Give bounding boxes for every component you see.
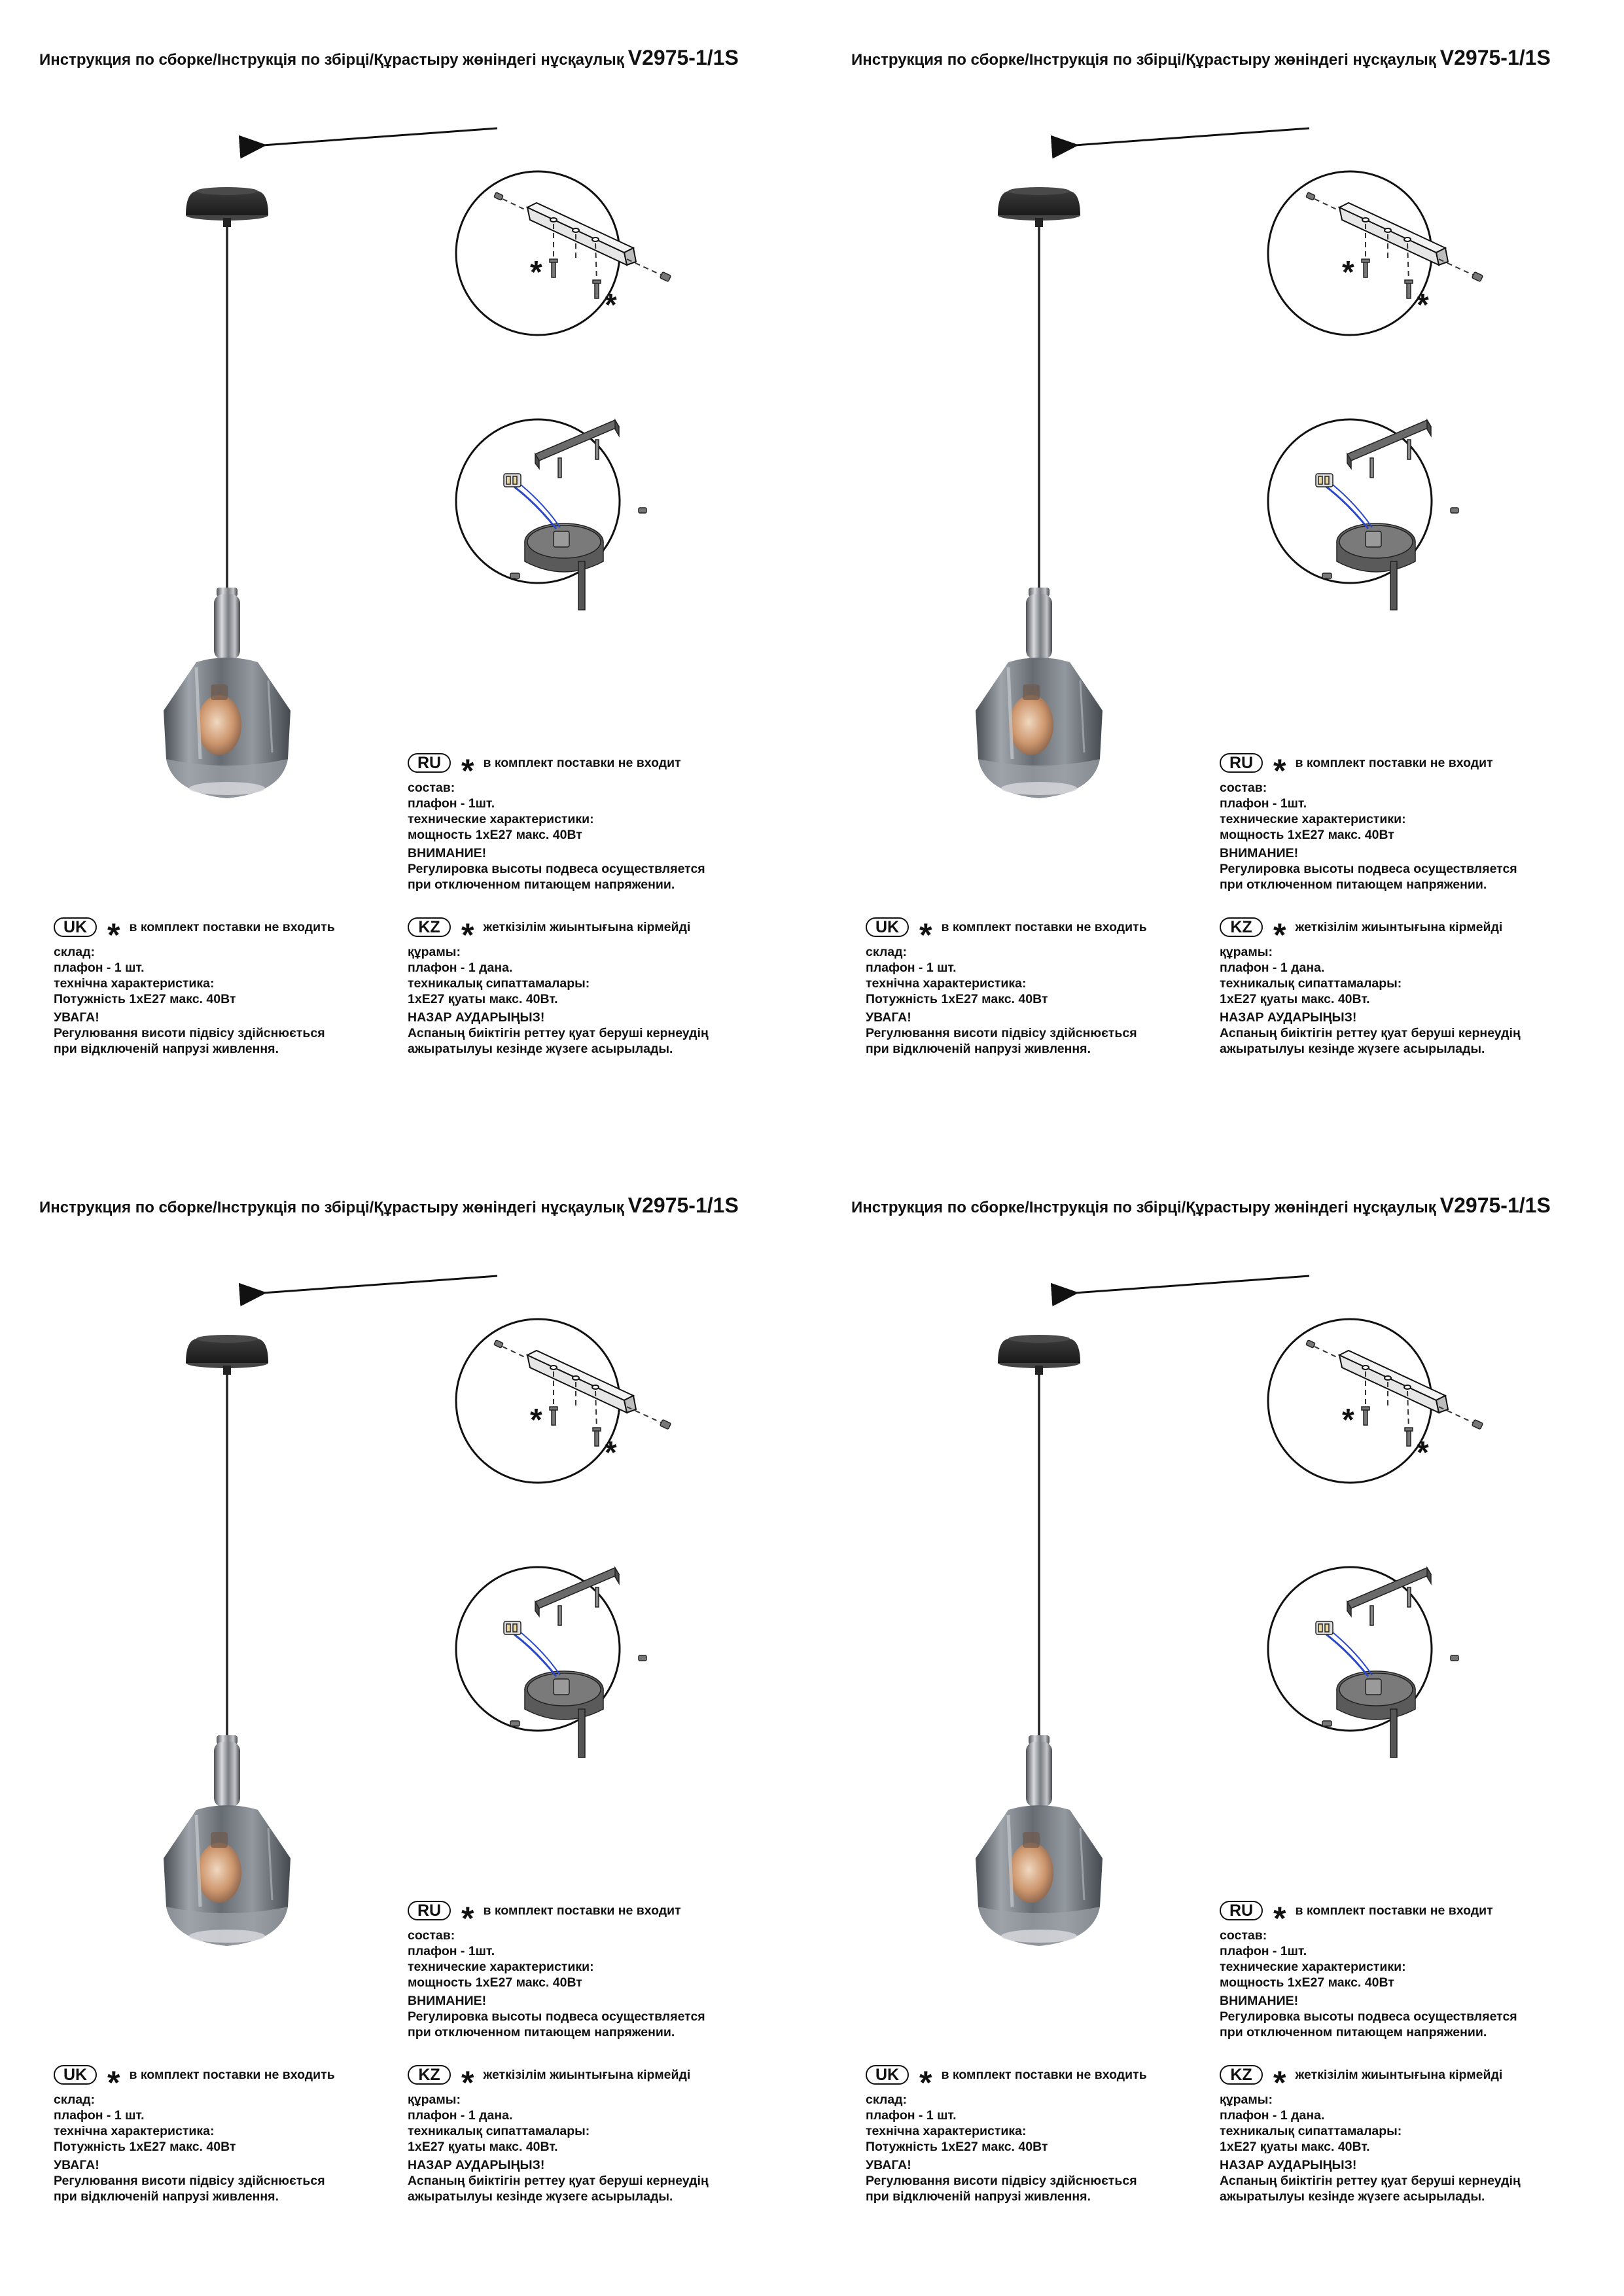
uk-line: Регулювання висоти підвісу здійснюється <box>866 1026 1137 1040</box>
document-title: Инструкция по сборке/Інструкція по збірці/Құрастыру жөніндегі нұсқаулық V2975-1/1S <box>851 1193 1551 1217</box>
kz-line: плафон - 1 дана. <box>408 2108 513 2123</box>
uk-line: Регулювання висоти підвісу здійснюється <box>866 2174 1137 2188</box>
ru-not-included-note: в комплект поставки не входит <box>1295 1903 1493 1918</box>
ru-line: Регулировка высоты подвеса осуществляется <box>1220 862 1517 876</box>
kz-line: ажыратылуы кезінде жүзеге асырылады. <box>1220 2189 1485 2204</box>
ru-language-badge: RU <box>408 1901 451 1920</box>
uk-line: Регулювання висоти підвісу здійснюється <box>54 1026 325 1040</box>
kz-warning-heading: НАЗАР АУДАРЫҢЫЗ! <box>1220 2158 1357 2172</box>
ru-info-block <box>1220 750 1517 892</box>
ru-line: мощность 1хЕ27 макс. 40Вт <box>1220 1975 1394 1990</box>
kz-not-included-note: жеткізілім жиынтығына кірмейді <box>1295 2068 1503 2082</box>
ru-not-included-note: в комплект поставки не входит <box>483 756 681 770</box>
kz-line: Аспаның биіктігін реттеу қуат беруші кернеудің <box>408 2174 709 2188</box>
kz-line: ажыратылуы кезінде жүзеге асырылады. <box>1220 1042 1485 1056</box>
uk-warning-heading: УВАГА! <box>866 1010 911 1025</box>
model-number: V2975-1/1S <box>627 46 739 69</box>
asterisk-icon: * <box>461 1900 474 1937</box>
ru-language-badge: RU <box>1220 753 1263 773</box>
uk-line: технічна характеристика: <box>866 2124 1027 2138</box>
ru-line: технические характеристики: <box>408 812 594 826</box>
ru-line: мощность 1хЕ27 макс. 40Вт <box>408 828 582 842</box>
model-number: V2975-1/1S <box>1439 1193 1551 1217</box>
uk-not-included-note: в комплект поставки не входить <box>129 2068 335 2082</box>
ru-not-included-note: в комплект поставки не входит <box>1295 756 1493 770</box>
kz-line: 1хЕ27 қуаты макс. 40Вт. <box>408 2140 558 2154</box>
kz-line: 1хЕ27 қуаты макс. 40Вт. <box>1220 2140 1370 2154</box>
uk-line: Потужність 1хЕ27 макс. 40Вт <box>54 992 236 1006</box>
kz-warning-heading: НАЗАР АУДАРЫҢЫЗ! <box>408 1010 545 1025</box>
kz-line: құрамы: <box>408 945 461 959</box>
ru-line: технические характеристики: <box>1220 812 1406 826</box>
kz-line: 1хЕ27 қуаты макс. 40Вт. <box>408 992 558 1006</box>
kz-line: құрамы: <box>408 2093 461 2107</box>
ru-line: при отключенном питающем напряжении. <box>408 877 675 892</box>
kz-line: техникалық сипаттамалары: <box>408 2124 590 2138</box>
uk-line: технічна характеристика: <box>54 976 215 991</box>
ru-line: мощность 1хЕ27 макс. 40Вт <box>408 1975 582 1990</box>
kz-line: Аспаның биіктігін реттеу қуат беруші кернеудің <box>408 1026 709 1040</box>
uk-line: Потужність 1хЕ27 макс. 40Вт <box>866 992 1048 1006</box>
instruction-panel-top-left <box>0 0 812 1148</box>
ru-info-block <box>408 750 705 892</box>
kz-line: 1хЕ27 қуаты макс. 40Вт. <box>1220 992 1370 1006</box>
uk-warning-heading: УВАГА! <box>54 1010 99 1025</box>
uk-language-badge: UK <box>866 2065 909 2085</box>
ru-line: состав: <box>1220 781 1267 795</box>
kz-line: техникалық сипаттамалары: <box>408 976 590 991</box>
ru-warning-heading: ВНИМАНИЕ! <box>408 846 487 860</box>
ru-info-block <box>408 1898 705 2040</box>
uk-line: при відключеній напрузі живлення. <box>54 2189 279 2204</box>
asterisk-icon: * <box>919 2064 932 2101</box>
uk-line: при відключеній напрузі живлення. <box>866 2189 1091 2204</box>
document-title: Инструкция по сборке/Інструкція по збірці/Құрастыру жөніндегі нұсқаулық V2975-1/1S <box>851 46 1551 69</box>
kz-line: плафон - 1 дана. <box>408 961 513 975</box>
ru-line: при отключенном питающем напряжении. <box>1220 2025 1487 2040</box>
ru-line: плафон - 1шт. <box>408 796 495 811</box>
kz-line: ажыратылуы кезінде жүзеге асырылады. <box>408 1042 673 1056</box>
ru-info-block <box>1220 1898 1517 2040</box>
uk-info-block <box>866 914 1147 1057</box>
instruction-panel-top-right <box>812 0 1624 1148</box>
ru-line: Регулировка высоты подвеса осуществляется <box>408 2009 705 2024</box>
kz-line: техникалық сипаттамалары: <box>1220 976 1402 991</box>
ru-language-badge: RU <box>1220 1901 1263 1920</box>
uk-line: плафон - 1 шт. <box>54 961 145 975</box>
uk-line: склад: <box>866 945 907 959</box>
uk-not-included-note: в комплект поставки не входить <box>129 920 335 934</box>
document-title: Инструкция по сборке/Інструкція по збірці/Құрастыру жөніндегі нұсқаулық V2975-1/1S <box>39 46 739 69</box>
uk-line: склад: <box>866 2093 907 2107</box>
uk-line: склад: <box>54 945 95 959</box>
instruction-panel-bottom-left <box>0 1148 812 2295</box>
asterisk-icon: * <box>461 917 474 953</box>
ru-line: плафон - 1шт. <box>408 1944 495 1958</box>
ru-warning-heading: ВНИМАНИЕ! <box>408 1994 487 2008</box>
kz-info-block <box>1220 914 1521 1057</box>
ru-line: состав: <box>408 1928 455 1943</box>
uk-info-block <box>54 914 335 1057</box>
asterisk-icon: * <box>107 917 120 953</box>
uk-language-badge: UK <box>866 917 909 937</box>
kz-not-included-note: жеткізілім жиынтығына кірмейді <box>483 920 691 934</box>
ru-line: состав: <box>408 781 455 795</box>
ru-not-included-note: в комплект поставки не входит <box>483 1903 681 1918</box>
ru-warning-heading: ВНИМАНИЕ! <box>1220 1994 1299 2008</box>
kz-line: құрамы: <box>1220 945 1273 959</box>
kz-line: ажыратылуы кезінде жүзеге асырылады. <box>408 2189 673 2204</box>
uk-warning-heading: УВАГА! <box>866 2158 911 2172</box>
uk-line: склад: <box>54 2093 95 2107</box>
model-number: V2975-1/1S <box>1439 46 1551 69</box>
ru-warning-heading: ВНИМАНИЕ! <box>1220 846 1299 860</box>
asterisk-icon: * <box>1273 2064 1286 2101</box>
kz-info-block <box>1220 2062 1521 2204</box>
ru-line: мощность 1хЕ27 макс. 40Вт <box>1220 828 1394 842</box>
ru-line: плафон - 1шт. <box>1220 796 1307 811</box>
kz-line: Аспаның биіктігін реттеу қуат беруші кернеудің <box>1220 1026 1521 1040</box>
asterisk-icon: * <box>461 752 474 789</box>
uk-line: плафон - 1 шт. <box>866 2108 957 2123</box>
kz-language-badge: KZ <box>1220 917 1263 937</box>
kz-line: құрамы: <box>1220 2093 1273 2107</box>
kz-language-badge: KZ <box>408 2065 451 2085</box>
uk-line: технічна характеристика: <box>54 2124 215 2138</box>
ru-line: Регулировка высоты подвеса осуществляется <box>1220 2009 1517 2024</box>
asterisk-icon: * <box>1273 752 1286 789</box>
uk-info-block <box>866 2062 1147 2204</box>
kz-warning-heading: НАЗАР АУДАРЫҢЫЗ! <box>1220 1010 1357 1025</box>
kz-info-block <box>408 914 709 1057</box>
kz-line: Аспаның биіктігін реттеу қуат беруші кернеудің <box>1220 2174 1521 2188</box>
ru-line: плафон - 1шт. <box>1220 1944 1307 1958</box>
uk-line: Регулювання висоти підвісу здійснюється <box>54 2174 325 2188</box>
uk-line: Потужність 1хЕ27 макс. 40Вт <box>54 2140 236 2154</box>
uk-info-block <box>54 2062 335 2204</box>
uk-line: плафон - 1 шт. <box>866 961 957 975</box>
ru-line: при отключенном питающем напряжении. <box>408 2025 675 2040</box>
ru-language-badge: RU <box>408 753 451 773</box>
uk-warning-heading: УВАГА! <box>54 2158 99 2172</box>
kz-line: плафон - 1 дана. <box>1220 2108 1325 2123</box>
document-title: Инструкция по сборке/Інструкція по збірці/Құрастыру жөніндегі нұсқаулық V2975-1/1S <box>39 1193 739 1217</box>
instruction-panel-bottom-right <box>812 1148 1624 2295</box>
asterisk-icon: * <box>1273 1900 1286 1937</box>
ru-line: Регулировка высоты подвеса осуществляется <box>408 862 705 876</box>
asterisk-icon: * <box>461 2064 474 2101</box>
kz-language-badge: KZ <box>1220 2065 1263 2085</box>
asterisk-icon: * <box>919 917 932 953</box>
asterisk-icon: * <box>1273 917 1286 953</box>
ru-line: при отключенном питающем напряжении. <box>1220 877 1487 892</box>
uk-line: технічна характеристика: <box>866 976 1027 991</box>
uk-not-included-note: в комплект поставки не входить <box>941 2068 1147 2082</box>
uk-line: Потужність 1хЕ27 макс. 40Вт <box>866 2140 1048 2154</box>
kz-language-badge: KZ <box>408 917 451 937</box>
ru-line: состав: <box>1220 1928 1267 1943</box>
asterisk-icon: * <box>107 2064 120 2101</box>
kz-line: техникалық сипаттамалары: <box>1220 2124 1402 2138</box>
uk-line: при відключеній напрузі живлення. <box>54 1042 279 1056</box>
uk-language-badge: UK <box>54 2065 97 2085</box>
model-number: V2975-1/1S <box>627 1193 739 1217</box>
uk-not-included-note: в комплект поставки не входить <box>941 920 1147 934</box>
kz-line: плафон - 1 дана. <box>1220 961 1325 975</box>
ru-line: технические характеристики: <box>408 1960 594 1974</box>
uk-line: при відключеній напрузі живлення. <box>866 1042 1091 1056</box>
uk-language-badge: UK <box>54 917 97 937</box>
kz-not-included-note: жеткізілім жиынтығына кірмейді <box>1295 920 1503 934</box>
ru-line: технические характеристики: <box>1220 1960 1406 1974</box>
kz-warning-heading: НАЗАР АУДАРЫҢЫЗ! <box>408 2158 545 2172</box>
kz-info-block <box>408 2062 709 2204</box>
kz-not-included-note: жеткізілім жиынтығына кірмейді <box>483 2068 691 2082</box>
uk-line: плафон - 1 шт. <box>54 2108 145 2123</box>
